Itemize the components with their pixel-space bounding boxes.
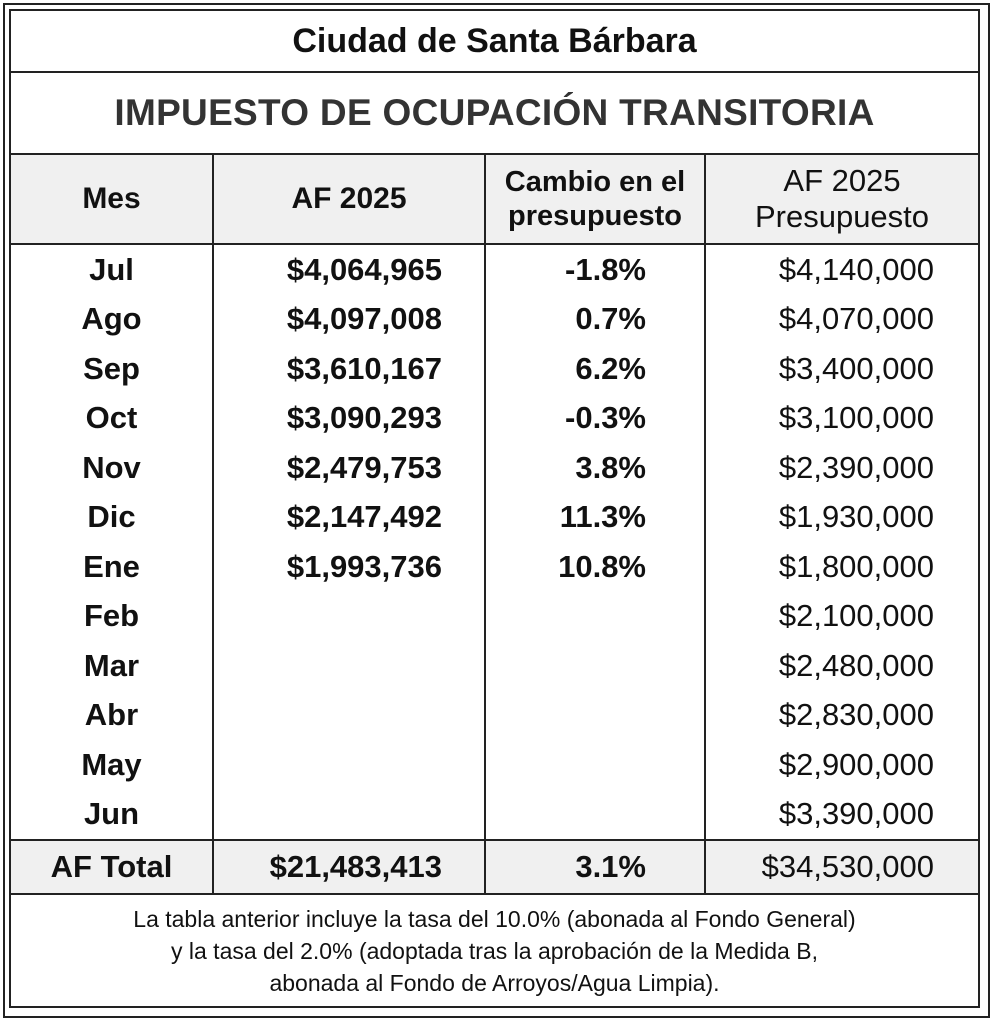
header-actual: AF 2025: [213, 155, 485, 244]
tax-table: [11, 155, 978, 895]
change-cell: 3.8%: [485, 443, 705, 493]
change-cell: -1.8%: [485, 244, 705, 295]
change-cell: [485, 641, 705, 691]
header-change-line-2: presupuesto: [507, 200, 683, 232]
header-row: [11, 155, 978, 244]
actual-cell: [213, 740, 485, 790]
footnote-line-3: abonada al Fondo de Arroyos/Agua Limpia).: [269, 969, 720, 996]
change-cell: [485, 691, 705, 741]
footnote-line-2: y la tasa del 2.0% (adoptada tras la aprobación de la Medida B,: [171, 937, 818, 964]
actual-cell: $4,064,965: [213, 244, 485, 295]
budget-cell: $2,390,000: [778, 449, 934, 485]
month-cell: Ene: [11, 542, 213, 592]
budget-cell: $3,100,000: [778, 400, 934, 436]
budget-cell: $2,900,000: [778, 746, 934, 782]
change-cell: 0.7%: [485, 295, 705, 345]
month-cell: Mar: [11, 641, 213, 691]
tax-title: IMPUESTO DE OCUPACIÓN TRANSITORIA: [11, 73, 978, 155]
footnote-line-1: La tabla anterior incluye la tasa del 10.0% (abonada al Fondo General): [133, 905, 856, 932]
month-cell: May: [11, 740, 213, 790]
total-row: [11, 840, 978, 894]
actual-cell: [213, 641, 485, 691]
change-cell: 11.3%: [485, 493, 705, 543]
change-cell: 10.8%: [485, 542, 705, 592]
header-budget-line-2: Presupuesto: [754, 199, 930, 234]
actual-cell: [213, 592, 485, 642]
budget-cell: $2,830,000: [778, 697, 934, 733]
budget-cell: $1,800,000: [778, 548, 934, 584]
document-frame: [3, 3, 990, 1018]
actual-cell: $3,610,167: [213, 344, 485, 394]
total-budget: $34,530,000: [705, 840, 978, 894]
month-cell: Jul: [11, 244, 213, 295]
budget-cell: $3,400,000: [778, 350, 934, 386]
month-cell: Nov: [11, 443, 213, 493]
table-row: [11, 592, 978, 642]
table-row: [11, 344, 978, 394]
table-row: [11, 790, 978, 841]
month-cell: Jun: [11, 790, 213, 841]
header-change: [485, 155, 705, 244]
actual-cell: $2,479,753: [213, 443, 485, 493]
change-cell: [485, 740, 705, 790]
budget-cell: $4,070,000: [778, 301, 934, 337]
header-change-line-1: Cambio en el: [504, 166, 686, 198]
month-cell: Sep: [11, 344, 213, 394]
table-row: [11, 740, 978, 790]
actual-cell: $4,097,008: [213, 295, 485, 345]
change-cell: [485, 790, 705, 841]
total-change: 3.1%: [485, 840, 705, 894]
table-row: [11, 641, 978, 691]
total-actual: $21,483,413: [213, 840, 485, 894]
footnote: [11, 895, 978, 1006]
budget-cell: $1,930,000: [778, 499, 934, 535]
change-cell: -0.3%: [485, 394, 705, 444]
budget-cell: $2,480,000: [778, 647, 934, 683]
actual-cell: [213, 790, 485, 841]
total-label: AF Total: [11, 840, 213, 894]
month-cell: Oct: [11, 394, 213, 444]
month-cell: Abr: [11, 691, 213, 741]
table-row: [11, 493, 978, 543]
month-cell: Ago: [11, 295, 213, 345]
city-title: Ciudad de Santa Bárbara: [11, 11, 978, 73]
actual-cell: $2,147,492: [213, 493, 485, 543]
budget-cell: $4,140,000: [778, 251, 934, 287]
document-inner: [9, 9, 980, 1008]
change-cell: [485, 592, 705, 642]
month-cell: Feb: [11, 592, 213, 642]
header-budget-line-1: AF 2025: [783, 163, 901, 198]
budget-cell: $3,390,000: [778, 796, 934, 832]
month-cell: Dic: [11, 493, 213, 543]
table-row: [11, 244, 978, 295]
table-row: [11, 691, 978, 741]
actual-cell: [213, 691, 485, 741]
header-budget: [705, 155, 978, 244]
header-month: Mes: [11, 155, 213, 244]
table-row: [11, 295, 978, 345]
table-row: [11, 542, 978, 592]
budget-cell: $2,100,000: [778, 598, 934, 634]
actual-cell: $1,993,736: [213, 542, 485, 592]
change-cell: 6.2%: [485, 344, 705, 394]
actual-cell: $3,090,293: [213, 394, 485, 444]
table-row: [11, 394, 978, 444]
table-row: [11, 443, 978, 493]
